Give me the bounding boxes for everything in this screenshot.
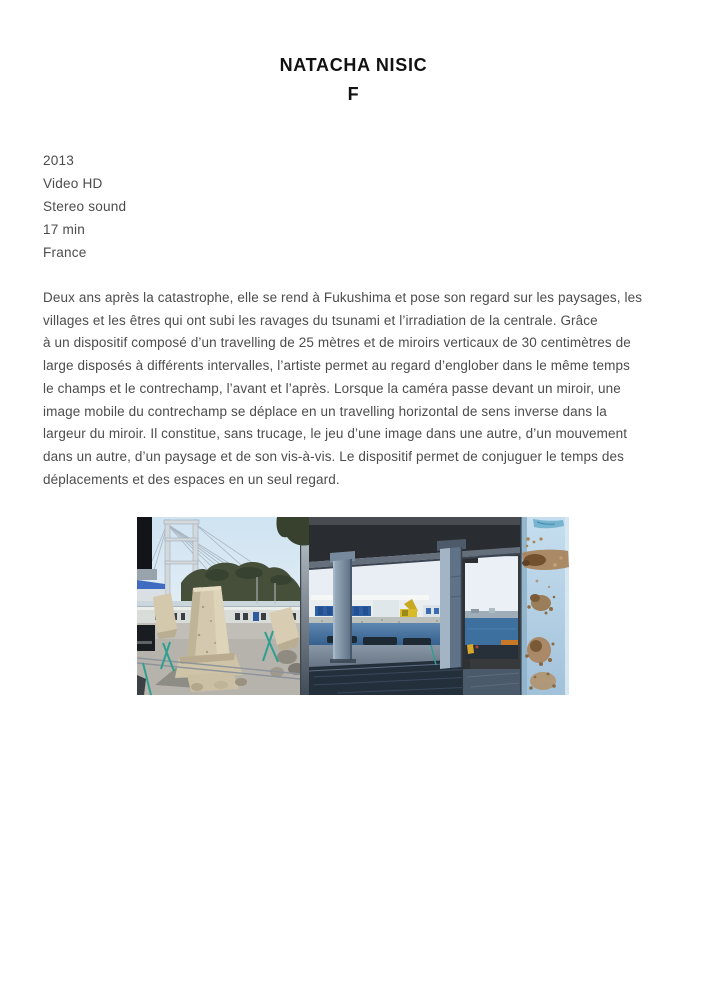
description-line: à un dispositif composé d’un travelling de 25 mètres et de miroirs verticaux de 30 centimètres de — [43, 335, 631, 351]
description-line: image mobile du contrechamp se déplace en un travelling horizontal de sens inverse dans la — [43, 403, 607, 419]
mirror-reflection-scene — [137, 517, 306, 695]
meta-format: Video HD — [43, 176, 103, 191]
pier-shelter-scene — [309, 517, 520, 695]
description-line: villages et les êtres qui ont subi les ravages du tsunami et l’irradiation de la centrale. Grâce — [43, 312, 598, 328]
meta-year: 2013 — [43, 153, 75, 168]
video-still — [137, 517, 569, 695]
work-metadata — [43, 149, 126, 264]
description-line: déplacements et des espaces en un seul regard. — [43, 471, 340, 487]
artist-name-title: NATACHA NISIC — [279, 55, 428, 75]
work-title: F — [347, 84, 360, 104]
meta-audio: Stereo sound — [43, 199, 127, 214]
description-line: large disposés à différents intervalles, l’artiste permet au regard d’englober dans le même temps — [43, 358, 630, 374]
description-line: dans un autre, d’un paysage et de son vis-à-vis. Le dispositif permet de conjuguer le temps des — [43, 448, 624, 464]
description-line: Deux ans après la catastrophe, elle se rend à Fukushima et pose son regard sur les paysages, les — [43, 290, 643, 305]
video-still-image — [137, 517, 569, 695]
description-paragraph — [43, 287, 675, 491]
concrete-column-right — [437, 539, 466, 669]
description-line: le champs et le contrechamp, l’avant et l’après. Lorsque la caméra passe devant un miroir, une — [43, 380, 621, 396]
rusty-pylon — [520, 517, 569, 695]
meta-country: France — [43, 245, 87, 260]
meta-duration: 17 min — [43, 222, 86, 237]
description-line: largeur du miroir. Il constitue, sans trucage, le jeu d’une image dans une autre, d’un mouvement — [43, 426, 628, 442]
sea-view-opening — [465, 557, 518, 660]
